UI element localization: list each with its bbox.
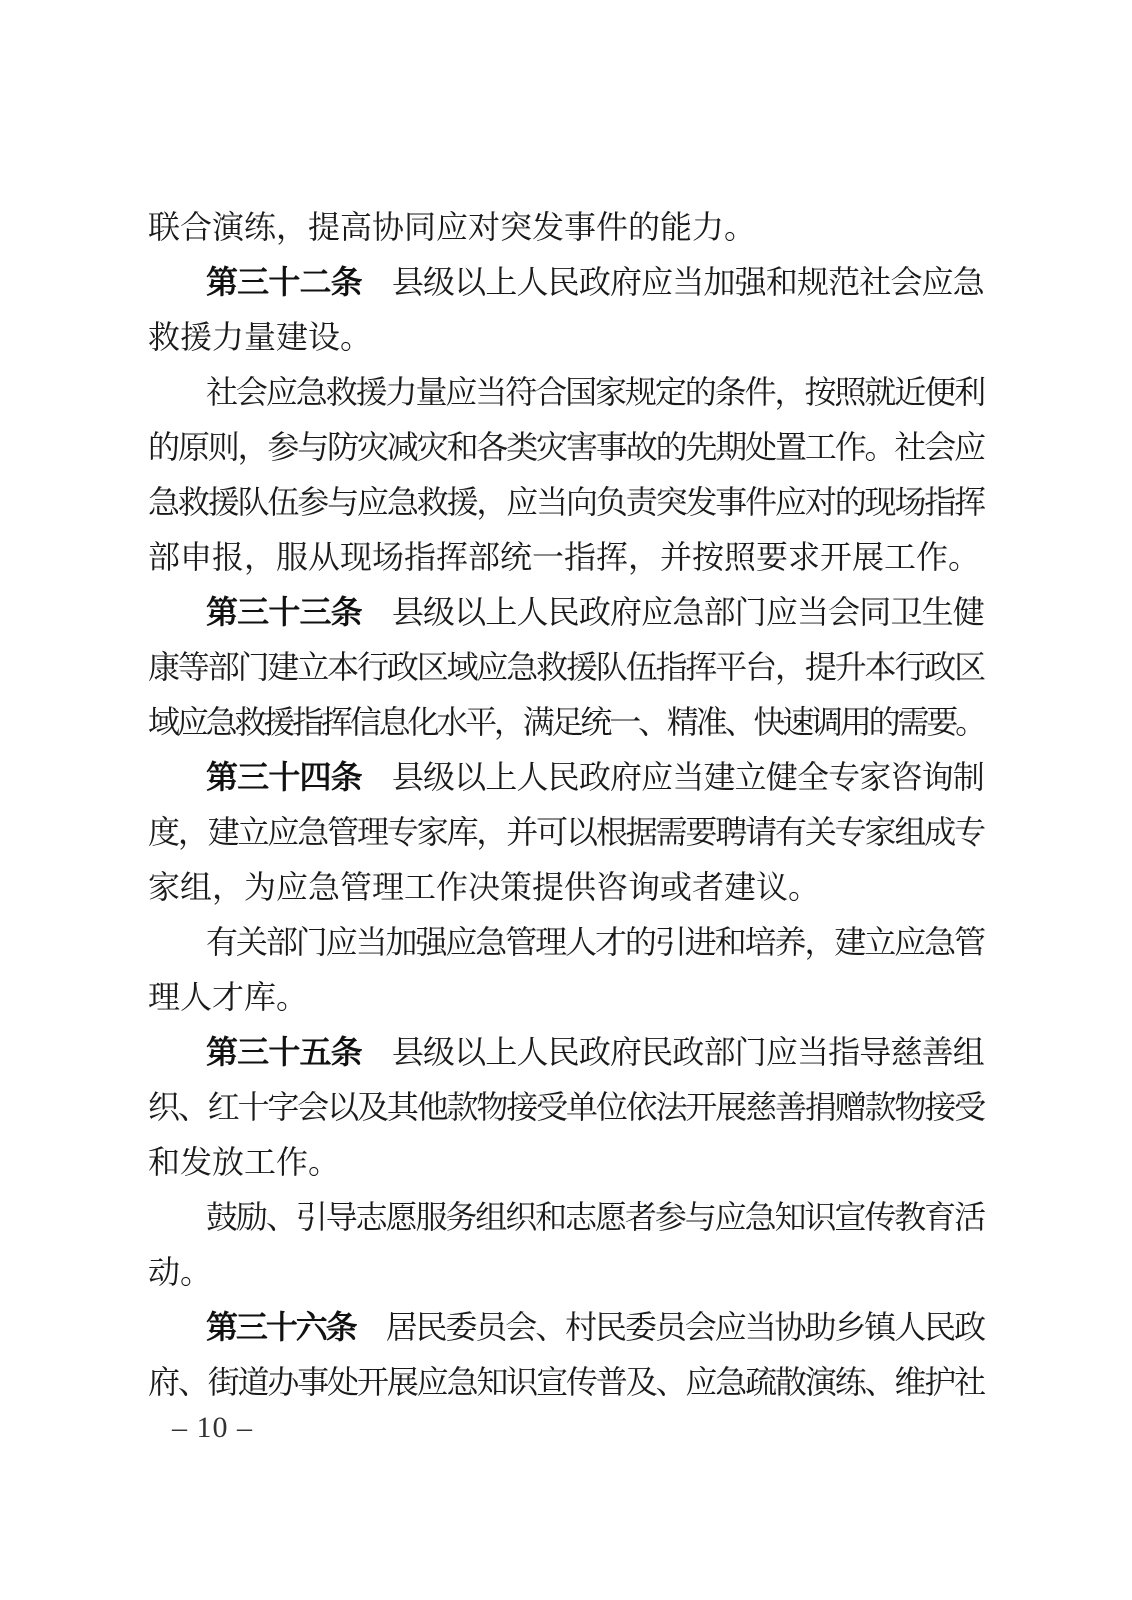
- article-number: 第三十三条: [206, 594, 362, 630]
- text-line: [148, 530, 984, 585]
- article-text: 居民委员会、村民委员会应当协助乡镇人民政: [385, 1309, 984, 1345]
- text-line: [148, 1080, 984, 1135]
- text-line: [148, 1300, 984, 1355]
- text-line: [148, 200, 984, 255]
- article-number: 第三十六条: [206, 1309, 356, 1345]
- text-line: [148, 1355, 984, 1410]
- page-footer: [172, 1408, 253, 1448]
- text-line: [148, 420, 984, 475]
- text-line: [148, 695, 984, 750]
- text-line: [148, 1135, 984, 1190]
- text-line: [148, 860, 984, 915]
- page-number: – 10 –: [172, 1411, 253, 1444]
- text-line: [148, 640, 984, 695]
- article-text: 部申报，服从现场指挥部统一指挥，并按照要求开展工作。: [148, 539, 981, 575]
- article-text: 救援力量建设。: [148, 319, 373, 355]
- article-text: 急救援队伍参与应急救援，应当向负责突发事件应对的现场指挥: [148, 484, 984, 520]
- article-text: 和发放工作。: [148, 1144, 341, 1180]
- article-text: 县级以上人民政府民政部门应当指导慈善组: [391, 1034, 984, 1070]
- text-line: [148, 310, 984, 365]
- article-text: 康等部门建立本行政区域应急救援队伍指挥平台，提升本行政区: [148, 649, 984, 685]
- article-text: 府、街道办事处开展应急知识宣传普及、应急疏散演练、维护社: [148, 1364, 984, 1400]
- article-text: 度，建立应急管理专家库，并可以根据需要聘请有关专家组成专: [148, 814, 984, 850]
- text-line: [148, 750, 984, 805]
- article-text: 有关部门应当加强应急管理人才的引进和培养，建立应急管: [206, 924, 984, 960]
- text-line: [148, 1190, 984, 1245]
- text-line: [148, 1025, 984, 1080]
- article-text: 域应急救援指挥信息化水平，满足统一、精准、快速调用的需要。: [148, 704, 984, 740]
- article-text: 动。: [148, 1254, 213, 1290]
- document-body: [148, 200, 984, 1410]
- article-number: 第三十四条: [206, 759, 362, 795]
- article-number: 第三十二条: [206, 264, 362, 300]
- article-text: 家组，为应急管理工作决策提供咨询或者建议。: [148, 869, 821, 905]
- text-line: [148, 365, 984, 420]
- text-line: [148, 915, 984, 970]
- article-text: 县级以上人民政府应当加强和规范社会应急: [391, 264, 984, 300]
- text-line: [148, 1245, 984, 1300]
- text-line: [148, 475, 984, 530]
- article-text: 鼓励、引导志愿服务组织和志愿者参与应急知识宣传教育活: [206, 1199, 984, 1235]
- article-text: 理人才库。: [148, 979, 309, 1015]
- article-text: 县级以上人民政府应急部门应当会同卫生健: [391, 594, 984, 630]
- article-number: 第三十五条: [206, 1034, 362, 1070]
- article-text: 织、红十字会以及其他款物接受单位依法开展慈善捐赠款物接受: [148, 1089, 984, 1125]
- text-line: [148, 805, 984, 860]
- text-line: [148, 585, 984, 640]
- article-text: 联合演练，提高协同应对突发事件的能力。: [148, 209, 757, 245]
- text-line: [148, 970, 984, 1025]
- article-text: 社会应急救援力量应当符合国家规定的条件，按照就近便利: [206, 374, 984, 410]
- text-line: [148, 255, 984, 310]
- article-text: 县级以上人民政府应当建立健全专家咨询制: [391, 759, 984, 795]
- article-text: 的原则，参与防灾减灾和各类灾害事故的先期处置工作。社会应: [148, 429, 984, 465]
